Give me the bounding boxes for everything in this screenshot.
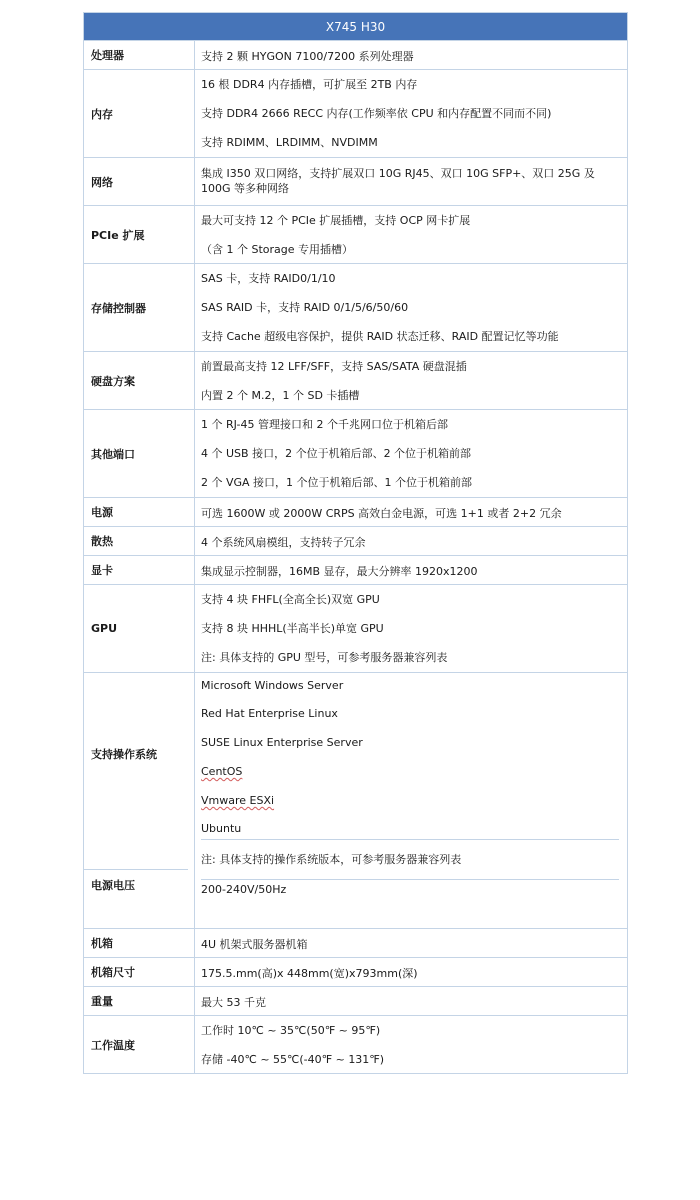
spec-row [83, 264, 628, 352]
spec-value [195, 70, 627, 157]
spec-label: 内存 [84, 70, 195, 157]
spec-row [83, 527, 628, 556]
spec-value-line: 支持 Cache 超级电容保护，提供 RAID 状态迁移、RAID 配置记忆等功能 [201, 330, 559, 343]
spec-row [83, 158, 628, 206]
spec-row [83, 498, 628, 527]
spec-rows-a [83, 41, 628, 673]
spec-label: 其他端口 [84, 410, 195, 497]
spec-value-line: 4U 机架式服务器机箱 [201, 938, 308, 951]
spec-value-line: 内置 2 个 M.2，1 个 SD 卡插槽 [201, 389, 360, 402]
spec-value-line: 集成显示控制器，16MB 显存，最大分辨率 1920x1200 [201, 565, 478, 578]
os-item: Vmware ESXi [201, 794, 275, 807]
spec-value-line: 最大可支持 12 个 PCIe 扩展插槽，支持 OCP 网卡扩展 [201, 214, 471, 227]
os-label: 支持操作系统 [91, 748, 157, 761]
spec-row [83, 70, 628, 158]
spec-label: 散热 [84, 527, 195, 555]
spec-label: 网络 [84, 158, 195, 205]
spec-label: 电源 [84, 498, 195, 526]
spec-label: 机箱 [84, 929, 195, 957]
spec-value-line: 注: 具体支持的 GPU 型号，可参考服务器兼容列表 [201, 651, 448, 664]
spec-value [195, 498, 627, 526]
voltage-divider [201, 879, 619, 880]
spec-value-line: 集成 I350 双口网络，支持扩展双口 10G RJ45、双口 10G SFP+、双口 25G 及 100G 等多种网络 [201, 167, 595, 195]
spec-value [195, 987, 627, 1015]
spec-value [195, 410, 627, 497]
spec-value [195, 556, 627, 584]
os-divider [201, 839, 619, 840]
spec-row [83, 958, 628, 987]
spec-label: 显卡 [84, 556, 195, 584]
os-item: SUSE Linux Enterprise Server [201, 736, 363, 749]
spec-row [83, 929, 628, 958]
spec-table [83, 12, 628, 1074]
spec-row [83, 585, 628, 673]
spec-value [195, 527, 627, 555]
spec-value-line: 支持 4 块 FHFL(全高全长)双宽 GPU [201, 593, 380, 606]
spec-row [83, 206, 628, 264]
spec-value [195, 352, 627, 409]
spec-row [83, 410, 628, 498]
spec-value [195, 1016, 627, 1073]
spec-row [83, 352, 628, 410]
spec-value-line: 2 个 VGA 接口，1 个位于机箱后部、1 个位于机箱前部 [201, 476, 473, 489]
spec-value-line: 1 个 RJ-45 管理接口和 2 个千兆网口位于机箱后部 [201, 418, 448, 431]
spec-value-line: 工作时 10℃ ~ 35℃(50℉ ~ 95℉) [201, 1024, 381, 1037]
spec-value-line: SAS RAID 卡，支持 RAID 0/1/5/6/50/60 [201, 301, 409, 314]
spec-row [83, 41, 628, 70]
spec-row [83, 1016, 628, 1074]
os-row [83, 673, 628, 929]
spec-value [195, 585, 627, 672]
os-note: 注: 具体支持的操作系统版本，可参考服务器兼容列表 [201, 853, 462, 866]
os-item: Microsoft Windows Server [201, 679, 344, 692]
spec-value-line: 可选 1600W 或 2000W CRPS 高效白金电源，可选 1+1 或者 2+2 冗余 [201, 507, 562, 520]
voltage-value: 200-240V/50Hz [201, 883, 287, 896]
spec-label: 重量 [84, 987, 195, 1015]
table-title: X745 H30 [83, 12, 628, 41]
os-item: Red Hat Enterprise Linux [201, 707, 338, 720]
spec-value-line: 支持 DDR4 2666 RECC 内存(工作频率依 CPU 和内存配置不同而不同) [201, 107, 552, 120]
spec-label: GPU [84, 585, 195, 672]
spec-value-line: 支持 8 块 HHHL(半高半长)单宽 GPU [201, 622, 384, 635]
spec-value-line: SAS 卡，支持 RAID0/1/10 [201, 272, 336, 285]
spec-value-line: 前置最高支持 12 LFF/SFF，支持 SAS/SATA 硬盘混插 [201, 360, 467, 373]
voltage-label: 电源电压 [91, 879, 135, 892]
spec-value [195, 158, 627, 205]
spec-value-line: 4 个 USB 接口，2 个位于机箱后部、2 个位于机箱前部 [201, 447, 472, 460]
spec-value-line: 存储 -40℃ ~ 55℃(-40℉ ~ 131℉) [201, 1053, 385, 1066]
spec-row [83, 556, 628, 585]
spec-label: 处理器 [84, 41, 195, 69]
spec-value [195, 958, 627, 986]
spec-value-line: 175.5.mm(高)x 448mm(宽)x793mm(深) [201, 967, 418, 980]
spec-value [195, 206, 627, 263]
spec-label: 硬盘方案 [84, 352, 195, 409]
spec-label: PCIe 扩展 [84, 206, 195, 263]
os-item: Ubuntu [201, 822, 242, 835]
spec-value-line: 支持 2 颗 HYGON 7100/7200 系列处理器 [201, 50, 414, 63]
spec-value-line: 最大 53 千克 [201, 996, 266, 1009]
spec-row [83, 987, 628, 1016]
spec-label: 存储控制器 [84, 264, 195, 351]
spec-value-line: 支持 RDIMM、LRDIMM、NVDIMM [201, 136, 378, 149]
spec-value [195, 41, 627, 69]
os-item: CentOS [201, 765, 243, 778]
spec-label: 工作温度 [84, 1016, 195, 1073]
spec-rows-b [83, 929, 628, 1074]
spec-value-line: （含 1 个 Storage 专用插槽） [201, 243, 354, 256]
spec-value-line: 16 根 DDR4 内存插槽，可扩展至 2TB 内存 [201, 78, 418, 91]
os-value-cell [195, 673, 627, 928]
spec-label: 机箱尺寸 [84, 958, 195, 986]
spec-value-line: 4 个系统风扇模组，支持转子冗余 [201, 536, 366, 549]
spec-value [195, 929, 627, 957]
spec-value [195, 264, 627, 351]
os-divider [84, 869, 188, 870]
os-label-cell [84, 673, 195, 928]
